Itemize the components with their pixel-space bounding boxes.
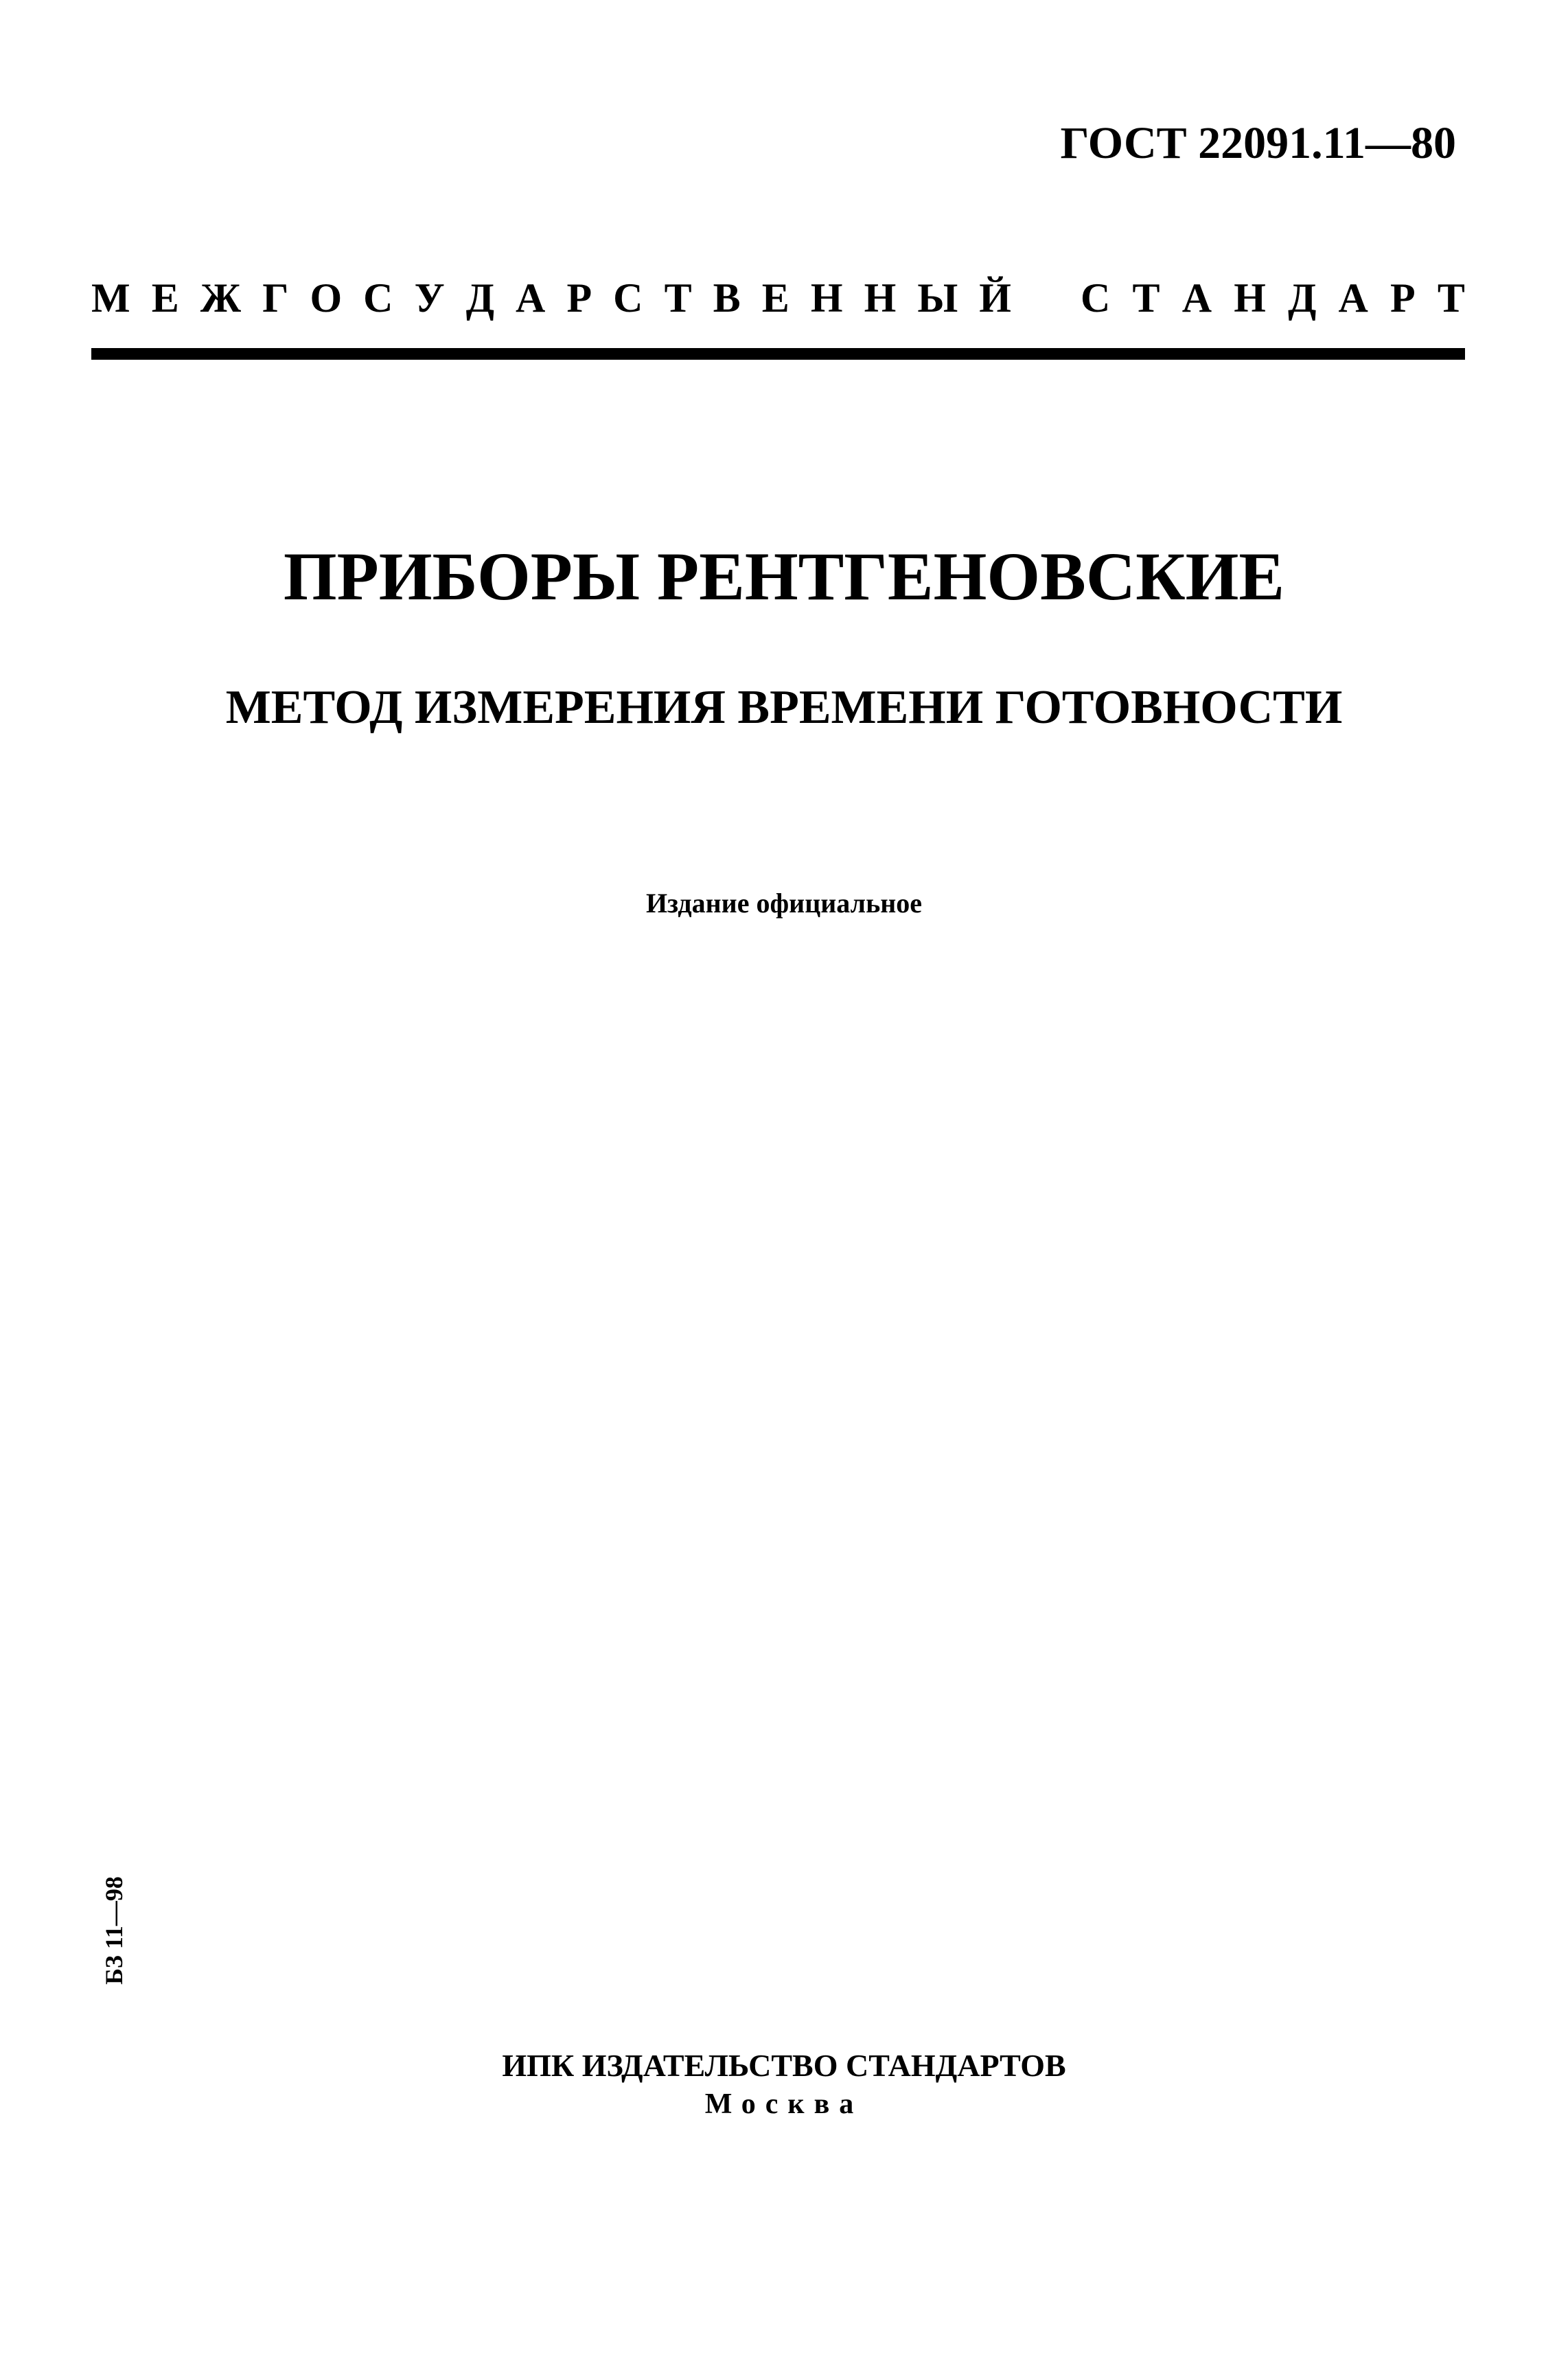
publisher-city: Москва <box>704 2088 864 2120</box>
category_word1-letter: Е <box>761 275 789 321</box>
category_word1-letter: Н <box>864 275 897 321</box>
category_word1-letter: Й <box>979 275 1011 321</box>
category_word1-letter: Г <box>262 275 289 321</box>
category_word2-letter: Н <box>1234 275 1266 321</box>
category_word2-letter: А <box>1181 275 1212 321</box>
category_word1-letter: Н <box>810 275 843 321</box>
category_word1-letter: С <box>363 275 393 321</box>
header-rule <box>91 348 1465 360</box>
category_word1-letter: В <box>713 275 741 321</box>
category_word1-letter: С <box>613 275 643 321</box>
standard-category <box>91 277 1465 319</box>
document-subtitle: МЕТОД ИЗМЕРЕНИЯ ВРЕМЕНИ ГОТОВНОСТИ <box>225 681 1343 734</box>
category_word1-letter: Ж <box>200 275 242 321</box>
category_word1-letter: Е <box>151 275 179 321</box>
category_word1-letter: У <box>414 275 445 321</box>
document-title: ПРИБОРЫ РЕНТГЕНОВСКИЕ <box>283 538 1285 614</box>
category_word2-letter: Т <box>1132 275 1160 321</box>
category_word1-letter: Д <box>465 275 494 321</box>
category_word2-letter: А <box>1338 275 1368 321</box>
category_word2-letter: Д <box>1288 275 1317 321</box>
category_word1-letter: А <box>516 275 546 321</box>
category-word-standard <box>1081 277 1465 319</box>
category_word1-letter: О <box>310 275 343 321</box>
category_word2-letter: С <box>1081 275 1111 321</box>
category_word2-letter: Т <box>1437 275 1465 321</box>
publisher-name: ИПК ИЗДАТЕЛЬСТВО СТАНДАРТОВ <box>502 2048 1066 2083</box>
category_word1-letter: Т <box>664 275 692 321</box>
document-number: ГОСТ 22091.11—80 <box>1060 118 1456 168</box>
category_word1-letter: М <box>91 275 130 321</box>
category_word1-letter: Р <box>566 275 592 321</box>
side-code-container <box>100 1869 128 1992</box>
side-code: БЗ 11—98 <box>100 1876 128 1985</box>
edition-note: Издание официальное <box>645 888 923 919</box>
category_word2-letter: Р <box>1390 275 1416 321</box>
category_word1-letter: Ы <box>917 275 958 321</box>
category-word-interstate <box>91 277 1011 319</box>
